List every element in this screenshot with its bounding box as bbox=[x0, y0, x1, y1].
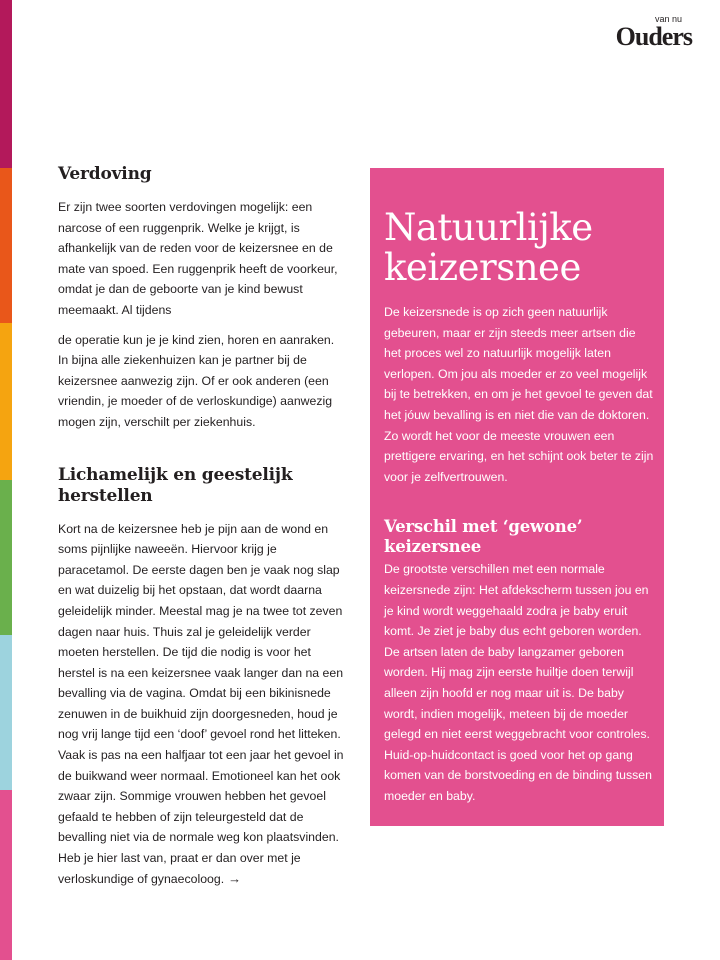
color-bar-segment bbox=[0, 480, 12, 635]
verdoving-paragraph-2: de operatie kun je je kind zien, horen en aanraken. In bijna alle ziekenhuizen kan je partner bij de keizersnee aanwezig zijn. Of er ook anderen (een vriendin, je moeder of de verloskundige) aanwezig mogen zijn, verschilt per ziekenhuis. bbox=[58, 332, 335, 429]
box-content bbox=[384, 208, 654, 806]
box-body: De grootste verschillen met een normale keizersnede zijn: Het afdekscherm tussen jou en je kind wordt weggehaald zodra je baby eruit komt. Je ziet je baby dus echt geboren worden. De artsen laten de baby langzamer geboren worden. Hij mag zijn eerste huiltje doen terwijl alleen zijn hoofd er nog maar uit is. De baby wordt, indien mogelijk, meteen bij de moeder gelegd en niet eerst weggebracht voor controles. Huid-op-huidcontact is goed voor het op gang komen van de borstvoeding en de binding tussen moeder en baby. bbox=[384, 562, 652, 803]
herstellen-paragraph bbox=[58, 519, 346, 890]
color-sidebar bbox=[0, 0, 12, 960]
section-heading-verdoving: Verdoving bbox=[58, 164, 152, 184]
section-heading-herstellen: Lichamelijk en geestelijk herstellen bbox=[58, 464, 293, 506]
color-bar-segment bbox=[0, 0, 12, 168]
color-bar-segment bbox=[0, 790, 12, 960]
box-title: Natuurlijke keizersnee bbox=[384, 206, 593, 289]
verdoving-paragraph-1: Er zijn twee soorten verdovingen mogelijk: een narcose of een ruggenprik. Welke je krijgt, is afhankelijk van de reden voor de keizersnee en de mate van spoed. Een ruggenprik heeft de voorkeur, omdat je dan de geboorte van je kind bewust meemaakt. Al tijdens bbox=[58, 200, 338, 317]
sidebar-box-natuurlijke-keizersnee bbox=[370, 168, 664, 826]
box-intro: De keizersnede is op zich geen natuurlijk gebeuren, maar er zijn steeds meer artsen die het proces wel zo natuurlijk mogelijk laten verlopen. Om jou als moeder er zo veel mogelijk bij te betrekken, en om je het gevoel te geven dat het jóuw bevalling is en niet die van de doktoren. Zo wordt het voor de meeste vrouwen een prettigere ervaring, en het schijnt ook beter te zijn voor je zelfvertrouwen. bbox=[384, 305, 654, 484]
logo-wordmark: Ouders bbox=[615, 22, 692, 51]
left-column bbox=[58, 164, 346, 889]
logo-tagline: van nu bbox=[654, 14, 682, 24]
box-subheading: Verschil met ‘gewone’ keizersnee bbox=[384, 517, 583, 557]
color-bar-segment bbox=[0, 635, 12, 790]
color-bar-segment bbox=[0, 168, 12, 323]
continue-arrow-icon: → bbox=[228, 870, 242, 886]
section-herstellen bbox=[58, 465, 346, 890]
herstellen-text: Kort na de keizersnee heb je pijn aan de wond en soms pijnlijke naweeën. Hiervoor krijg je paracetamol. De eerste dagen ben je vaak nog slap en wat duizelig bij het opstaan, dat wordt daarna geleidelijk minder. Meestal mag je na twee tot zeven dagen naar huis. Thuis zal je geleidelijk verder moeten herstellen. De tijd die nodig is voor het herstel is na een keizersnee vaak langer dan na een bevalling via de vagina. Omdat bij een bikinisnede zenuwen in de buikhuid zijn doorgesneden, houd je nog vrij lange tijd een ‘doof’ gevoel rond het litteken. Vaak is pas na een halfjaar tot een jaar het gevoel in de buikwand weer normaal. Emotioneel kan het ook zwaar zijn. Sommige vrouwen hebben het gevoel gefaald te hebben of zijn teleurgesteld dat de bevalling niet via de normale weg kon plaatsvinden. Heb je hier last van, praat er dan over met je verloskundige of gynaecoloog. bbox=[58, 521, 344, 886]
magazine-logo bbox=[572, 14, 692, 50]
color-bar-segment bbox=[0, 323, 12, 480]
